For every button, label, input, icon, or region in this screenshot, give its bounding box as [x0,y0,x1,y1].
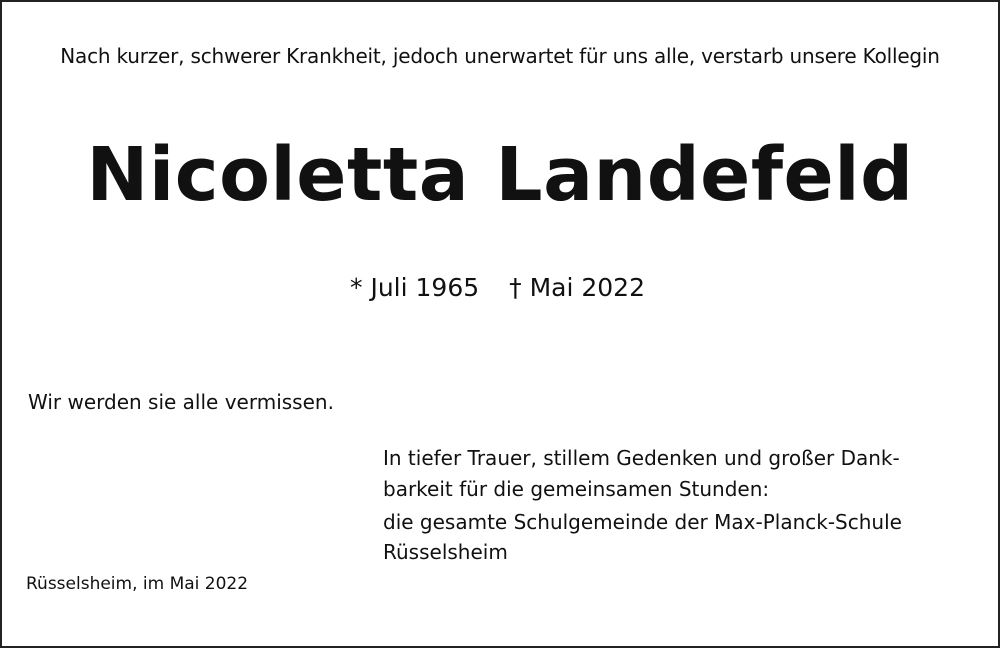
signature-line: barkeit für die gemeinsamen Stunden: [383,477,770,501]
signature-line: In tiefer Trauer, stillem Gedenken und großer Dank- [383,446,900,470]
signature-line: Rüsselsheim [383,540,508,564]
place-date: Rüsselsheim, im Mai 2022 [26,574,249,594]
intro-text: Nach kurzer, schwerer Krankheit, jedoch unerwartet für uns alle, verstarb unsere Kollegin [60,44,940,68]
signature-line: die gesamte Schulgemeinde der Max-Planck-Schule [383,510,902,534]
life-dates [350,273,675,302]
closing-text: Wir werden sie alle vermissen. [28,390,334,414]
death-date: † Mai 2022 [509,273,645,302]
birth-date: * Juli 1965 [350,273,480,302]
deceased-name: Nicoletta Landefeld [86,132,914,218]
